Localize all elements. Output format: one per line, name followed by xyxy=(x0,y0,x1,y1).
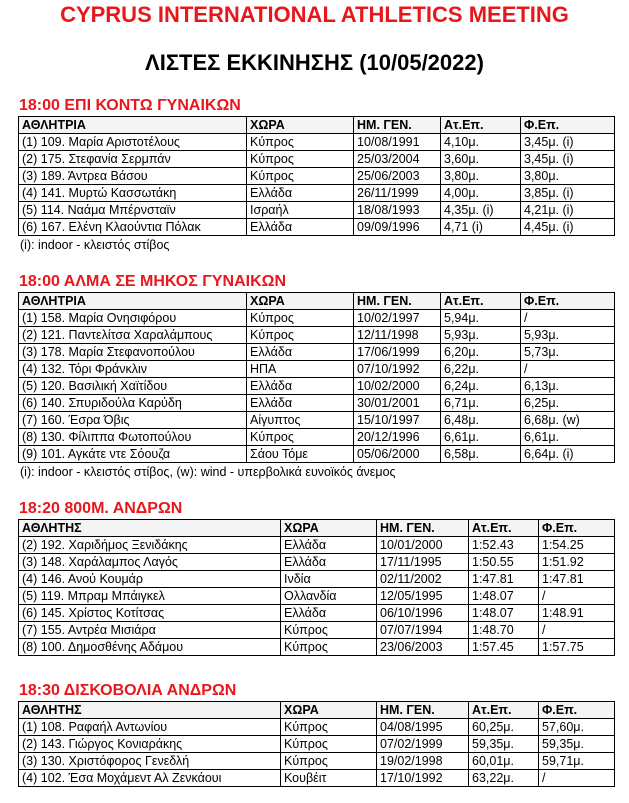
event-section xyxy=(18,272,614,481)
column-header: Ατ.Επ. xyxy=(469,520,539,537)
table-cell: 59,35μ. xyxy=(469,736,539,753)
event-heading: 18:20 800Μ. ΑΝΔΡΩΝ xyxy=(19,500,183,517)
table-cell: 6,48μ. xyxy=(441,412,521,429)
table-cell: (5) 119. Μπραμ Μπάιγκελ xyxy=(19,588,281,605)
table-row xyxy=(19,310,615,327)
table-row xyxy=(19,770,615,787)
table-cell: 4,00μ. xyxy=(441,185,521,202)
table-cell: 05/06/2000 xyxy=(354,446,441,463)
table-row xyxy=(19,344,615,361)
table-header-row xyxy=(19,520,615,537)
table-cell: (4) 141. Μυρτώ Κασσωτάκη xyxy=(19,185,247,202)
table-row xyxy=(19,446,615,463)
table-cell: 59,35μ. xyxy=(539,736,615,753)
column-header: ΗΜ. ΓΕΝ. xyxy=(354,293,441,310)
table-cell: 12/11/1998 xyxy=(354,327,441,344)
table-cell: (1) 158. Μαρία Ονησιφόρου xyxy=(19,310,247,327)
table-cell: 26/11/1999 xyxy=(354,185,441,202)
table-cell: 63,22μ. xyxy=(469,770,539,787)
table-cell: Ελλάδα xyxy=(281,537,377,554)
table-cell: 4,45μ. (i) xyxy=(521,219,615,236)
table-cell: Ισραήλ xyxy=(247,202,354,219)
table-cell: Ελλάδα xyxy=(247,378,354,395)
column-header: ΧΩΡΑ xyxy=(281,520,377,537)
table-cell: Ολλανδία xyxy=(281,588,377,605)
table-cell: Κύπρος xyxy=(281,719,377,736)
table-cell: 10/02/2000 xyxy=(354,378,441,395)
table-cell: Ελλάδα xyxy=(247,185,354,202)
table-cell: 04/08/1995 xyxy=(377,719,469,736)
table-cell: Κύπρος xyxy=(281,639,377,656)
column-header: ΗΜ. ΓΕΝ. xyxy=(377,520,469,537)
table-cell: 4,35μ. (i) xyxy=(441,202,521,219)
column-header: Φ.Επ. xyxy=(521,293,615,310)
table-cell: (7) 160. Έσρα Όβις xyxy=(19,412,247,429)
table-cell: 6,68μ. (w) xyxy=(521,412,615,429)
column-header: ΑΘΛΗΤΡΙΑ xyxy=(19,293,247,310)
column-header: ΑΘΛΗΤΗΣ xyxy=(19,702,281,719)
table-cell: Ελλάδα xyxy=(281,554,377,571)
table-row xyxy=(19,219,615,236)
table-cell: 6,64μ. (i) xyxy=(521,446,615,463)
table-cell: 6,22μ. xyxy=(441,361,521,378)
table-cell: 17/11/1995 xyxy=(377,554,469,571)
table-cell: 12/05/1995 xyxy=(377,588,469,605)
column-header: ΧΩΡΑ xyxy=(247,117,354,134)
table-cell: (6) 140. Σπυριδούλα Καρύδη xyxy=(19,395,247,412)
table-cell: 1:54.25 xyxy=(539,537,615,554)
table-cell: 3,80μ. xyxy=(441,168,521,185)
table-row xyxy=(19,202,615,219)
table-cell: (5) 114. Ναάμα Μπέρνσταϊν xyxy=(19,202,247,219)
table-cell: (3) 178. Μαρία Στεφανοπούλου xyxy=(19,344,247,361)
table-header-row xyxy=(19,117,615,134)
table-row xyxy=(19,378,615,395)
table-cell: 4,10μ. xyxy=(441,134,521,151)
table-cell: Κύπρος xyxy=(247,168,354,185)
table-cell: (4) 102. Έσα Μοχάμεντ Αλ Ζενκάουι xyxy=(19,770,281,787)
table-cell: Ελλάδα xyxy=(247,219,354,236)
table-cell: / xyxy=(539,770,615,787)
table-cell: 4,71 (i) xyxy=(441,219,521,236)
table-cell: 10/01/2000 xyxy=(377,537,469,554)
table-cell: 5,94μ. xyxy=(441,310,521,327)
table-cell: 57,60μ. xyxy=(539,719,615,736)
table-cell: 10/08/1991 xyxy=(354,134,441,151)
table-cell: Κύπρος xyxy=(247,310,354,327)
table-cell: 07/07/1994 xyxy=(377,622,469,639)
table-cell: 6,24μ. xyxy=(441,378,521,395)
start-lists-title: ΛΙΣΤΕΣ ΕΚΚΙΝΗΣΗΣ (10/05/2022) xyxy=(145,50,484,75)
table-row xyxy=(19,639,615,656)
meeting-title: CYPRUS INTERNATIONAL ATHLETICS MEETING xyxy=(60,2,569,27)
column-header: Φ.Επ. xyxy=(539,702,615,719)
table-cell: 5,93μ. xyxy=(441,327,521,344)
table-cell: 1:47.81 xyxy=(469,571,539,588)
table-cell: 3,60μ. xyxy=(441,151,521,168)
table-cell: 1:50.55 xyxy=(469,554,539,571)
table-cell: 6,61μ. xyxy=(441,429,521,446)
table-cell: 1:51.92 xyxy=(539,554,615,571)
table-cell: 1:48.07 xyxy=(469,605,539,622)
column-header: Ατ.Επ. xyxy=(469,702,539,719)
column-header: ΗΜ. ΓΕΝ. xyxy=(377,702,469,719)
table-cell: 6,25μ. xyxy=(521,395,615,412)
table-cell: Ελλάδα xyxy=(247,344,354,361)
table-cell: / xyxy=(521,310,615,327)
table-cell: 4,21μ. (i) xyxy=(521,202,615,219)
table-cell: 6,13μ. xyxy=(521,378,615,395)
table-cell: / xyxy=(539,588,615,605)
table-cell: 07/02/1999 xyxy=(377,736,469,753)
table-cell: (9) 101. Αγκάτε ντε Σόουζα xyxy=(19,446,247,463)
table-cell: (2) 175. Στεφανία Σερμπάν xyxy=(19,151,247,168)
column-header: Φ.Επ. xyxy=(521,117,615,134)
table-cell: (3) 148. Χαράλαμπος Λαγός xyxy=(19,554,281,571)
table-cell: 09/09/1996 xyxy=(354,219,441,236)
table-cell: Ινδία xyxy=(281,571,377,588)
column-header: Ατ.Επ. xyxy=(441,117,521,134)
table-cell: Κουβέιτ xyxy=(281,770,377,787)
event-heading: 18:00 ΕΠΙ ΚΟΝΤΩ ΓΥΝΑΙΚΩΝ xyxy=(19,97,241,114)
table-cell: 1:57.45 xyxy=(469,639,539,656)
table-cell: 25/03/2004 xyxy=(354,151,441,168)
table-row xyxy=(19,622,615,639)
event-section xyxy=(18,681,614,787)
table-row xyxy=(19,134,615,151)
table-cell: / xyxy=(539,622,615,639)
table-cell: (8) 130. Φίλιππα Φωτοπούλου xyxy=(19,429,247,446)
table-cell: / xyxy=(521,361,615,378)
table-row xyxy=(19,361,615,378)
table-cell: Σάου Τόμε xyxy=(247,446,354,463)
table-cell: ΗΠΑ xyxy=(247,361,354,378)
start-list-table xyxy=(18,116,615,236)
event-section xyxy=(18,96,614,254)
table-cell: 1:47.81 xyxy=(539,571,615,588)
table-cell: 60,01μ. xyxy=(469,753,539,770)
table-cell: 07/10/1992 xyxy=(354,361,441,378)
table-cell: 6,58μ. xyxy=(441,446,521,463)
table-cell: 25/06/2003 xyxy=(354,168,441,185)
table-cell: Κύπρος xyxy=(247,134,354,151)
event-heading: 18:30 ΔΙΣΚΟΒΟΛΙΑ ΑΝΔΡΩΝ xyxy=(19,682,237,699)
table-cell: 5,73μ. xyxy=(521,344,615,361)
table-row xyxy=(19,185,615,202)
table-cell: (2) 192. Χαριδήμος Ξενιδάκης xyxy=(19,537,281,554)
start-list-table xyxy=(18,519,615,656)
table-cell: 6,20μ. xyxy=(441,344,521,361)
table-cell: 19/02/1998 xyxy=(377,753,469,770)
table-row xyxy=(19,588,615,605)
footnote: (i): indoor - κλειστός στίβος xyxy=(20,238,170,252)
table-cell: 18/08/1993 xyxy=(354,202,441,219)
table-cell: Αίγυπτος xyxy=(247,412,354,429)
table-cell: (6) 145. Χρίστος Κοτίτσας xyxy=(19,605,281,622)
table-header-row xyxy=(19,702,615,719)
table-cell: 15/10/1997 xyxy=(354,412,441,429)
table-cell: 23/06/2003 xyxy=(377,639,469,656)
table-cell: (2) 143. Γιώργος Κονιαράκης xyxy=(19,736,281,753)
table-cell: Ελλάδα xyxy=(281,605,377,622)
column-header: ΧΩΡΑ xyxy=(281,702,377,719)
table-cell: 06/10/1996 xyxy=(377,605,469,622)
table-cell: (3) 189. Άντρεα Βάσου xyxy=(19,168,247,185)
table-row xyxy=(19,327,615,344)
table-cell: 10/02/1997 xyxy=(354,310,441,327)
table-row xyxy=(19,537,615,554)
table-row xyxy=(19,736,615,753)
column-header: ΗΜ. ΓΕΝ. xyxy=(354,117,441,134)
table-cell: 3,45μ. (i) xyxy=(521,151,615,168)
table-cell: 3,85μ. (i) xyxy=(521,185,615,202)
table-row xyxy=(19,395,615,412)
table-cell: (1) 108. Ραφαήλ Αντωνίου xyxy=(19,719,281,736)
table-cell: (2) 121. Παντελίτσα Χαραλάμπους xyxy=(19,327,247,344)
table-row xyxy=(19,168,615,185)
column-header: Φ.Επ. xyxy=(539,520,615,537)
table-row xyxy=(19,554,615,571)
table-cell: (6) 167. Ελένη Κλαούντια Πόλακ xyxy=(19,219,247,236)
table-header-row xyxy=(19,293,615,310)
table-cell: Κύπρος xyxy=(281,753,377,770)
table-cell: 17/06/1999 xyxy=(354,344,441,361)
table-row xyxy=(19,719,615,736)
table-cell: 3,80μ. xyxy=(521,168,615,185)
table-row xyxy=(19,605,615,622)
column-header: ΑΘΛΗΤΡΙΑ xyxy=(19,117,247,134)
table-cell: 20/12/1996 xyxy=(354,429,441,446)
table-cell: Κύπρος xyxy=(247,429,354,446)
table-cell: 02/11/2002 xyxy=(377,571,469,588)
table-cell: 59,71μ. xyxy=(539,753,615,770)
table-cell: (3) 130. Χριστόφορος Γενεδλή xyxy=(19,753,281,770)
event-heading: 18:00 ΑΛΜΑ ΣΕ ΜΗΚΟΣ ΓΥΝΑΙΚΩΝ xyxy=(19,273,287,290)
column-header: ΑΘΛΗΤΗΣ xyxy=(19,520,281,537)
table-cell: 1:57.75 xyxy=(539,639,615,656)
table-cell: Κύπρος xyxy=(281,736,377,753)
table-cell: 17/10/1992 xyxy=(377,770,469,787)
table-cell: 1:52.43 xyxy=(469,537,539,554)
table-cell: Ελλάδα xyxy=(247,395,354,412)
table-row xyxy=(19,571,615,588)
table-cell: 1:48.91 xyxy=(539,605,615,622)
table-cell: 1:48.07 xyxy=(469,588,539,605)
table-cell: (4) 146. Ανού Κουμάρ xyxy=(19,571,281,588)
table-cell: (4) 132. Τόρι Φράνκλιν xyxy=(19,361,247,378)
table-cell: (1) 109. Μαρία Αριστοτέλους xyxy=(19,134,247,151)
table-cell: 6,61μ. xyxy=(521,429,615,446)
table-cell: 6,71μ. xyxy=(441,395,521,412)
table-row xyxy=(19,429,615,446)
table-cell: 60,25μ. xyxy=(469,719,539,736)
start-list-table xyxy=(18,292,615,463)
table-cell: Κύπρος xyxy=(247,151,354,168)
table-cell: Κύπρος xyxy=(281,622,377,639)
table-cell: 5,93μ. xyxy=(521,327,615,344)
table-cell: 3,45μ. (i) xyxy=(521,134,615,151)
start-list-table xyxy=(18,701,615,787)
table-cell: Κύπρος xyxy=(247,327,354,344)
table-cell: 30/01/2001 xyxy=(354,395,441,412)
table-row xyxy=(19,151,615,168)
table-cell: (8) 100. Δημοσθένης Αδάμου xyxy=(19,639,281,656)
table-cell: (7) 155. Αντρέα Μισιάρα xyxy=(19,622,281,639)
table-cell: 1:48.70 xyxy=(469,622,539,639)
column-header: Ατ.Επ. xyxy=(441,293,521,310)
table-row xyxy=(19,753,615,770)
column-header: ΧΩΡΑ xyxy=(247,293,354,310)
footnote: (i): indoor - κλειστός στίβος, (w): wind - υπερβολικά ευνοϊκός άνεμος xyxy=(20,465,396,479)
table-cell: (5) 120. Βασιλική Χαϊτίδου xyxy=(19,378,247,395)
table-row xyxy=(19,412,615,429)
event-section xyxy=(18,499,614,656)
